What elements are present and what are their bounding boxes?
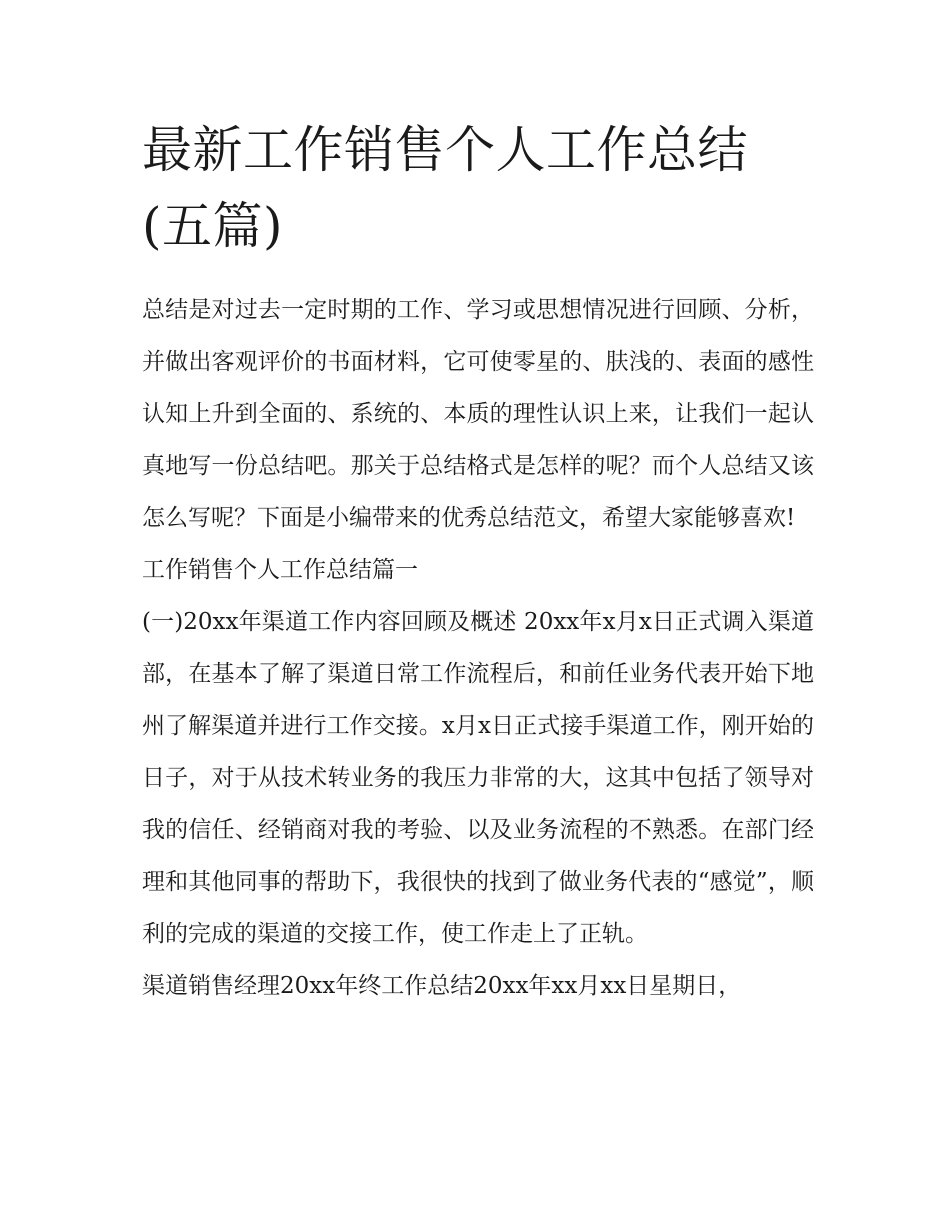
document-body: [142, 284, 814, 1012]
intro-paragraph: 总结是对过去一定时期的工作、学习或思想情况进行回顾、分析，并做出客观评价的书面材料，它可使零星的、肤浅的、表面的感性认知上升到全面的、系统的、本质的理性认识上来，让我们一起认真地写一份总结吧。那关于总结格式是怎样的呢？而个人总结又该怎么写呢？下面是小编带来的优秀总结范文，希望大家能够喜欢!: [142, 297, 814, 531]
body-paragraph: (一)20xx年渠道工作内容回顾及概述 20xx年x月x日正式调入渠道部，在基本了解了渠道日常工作流程后，和前任业务代表开始下地州了解渠道并进行工作交接。x月x日正式接手渠道工作，刚开始的日子，对于从技术转业务的我压力非常的大，这其中包括了领导对我的信任、经销商对我的考验、以及业务流程的不熟悉。在部门经理和其他同事的帮助下，我很快的找到了做业务代表的“感觉”，顺利的完成的渠道的交接工作，使工作走上了正轨。: [142, 609, 814, 947]
document-page: [142, 112, 814, 1012]
document-title: 最新工作销售个人工作总结(五篇): [142, 121, 748, 255]
body-paragraph: 渠道销售经理20xx年终工作总结20xx年xx月xx日星期日，: [142, 973, 742, 999]
section-heading: 工作销售个人工作总结篇一: [142, 557, 418, 583]
